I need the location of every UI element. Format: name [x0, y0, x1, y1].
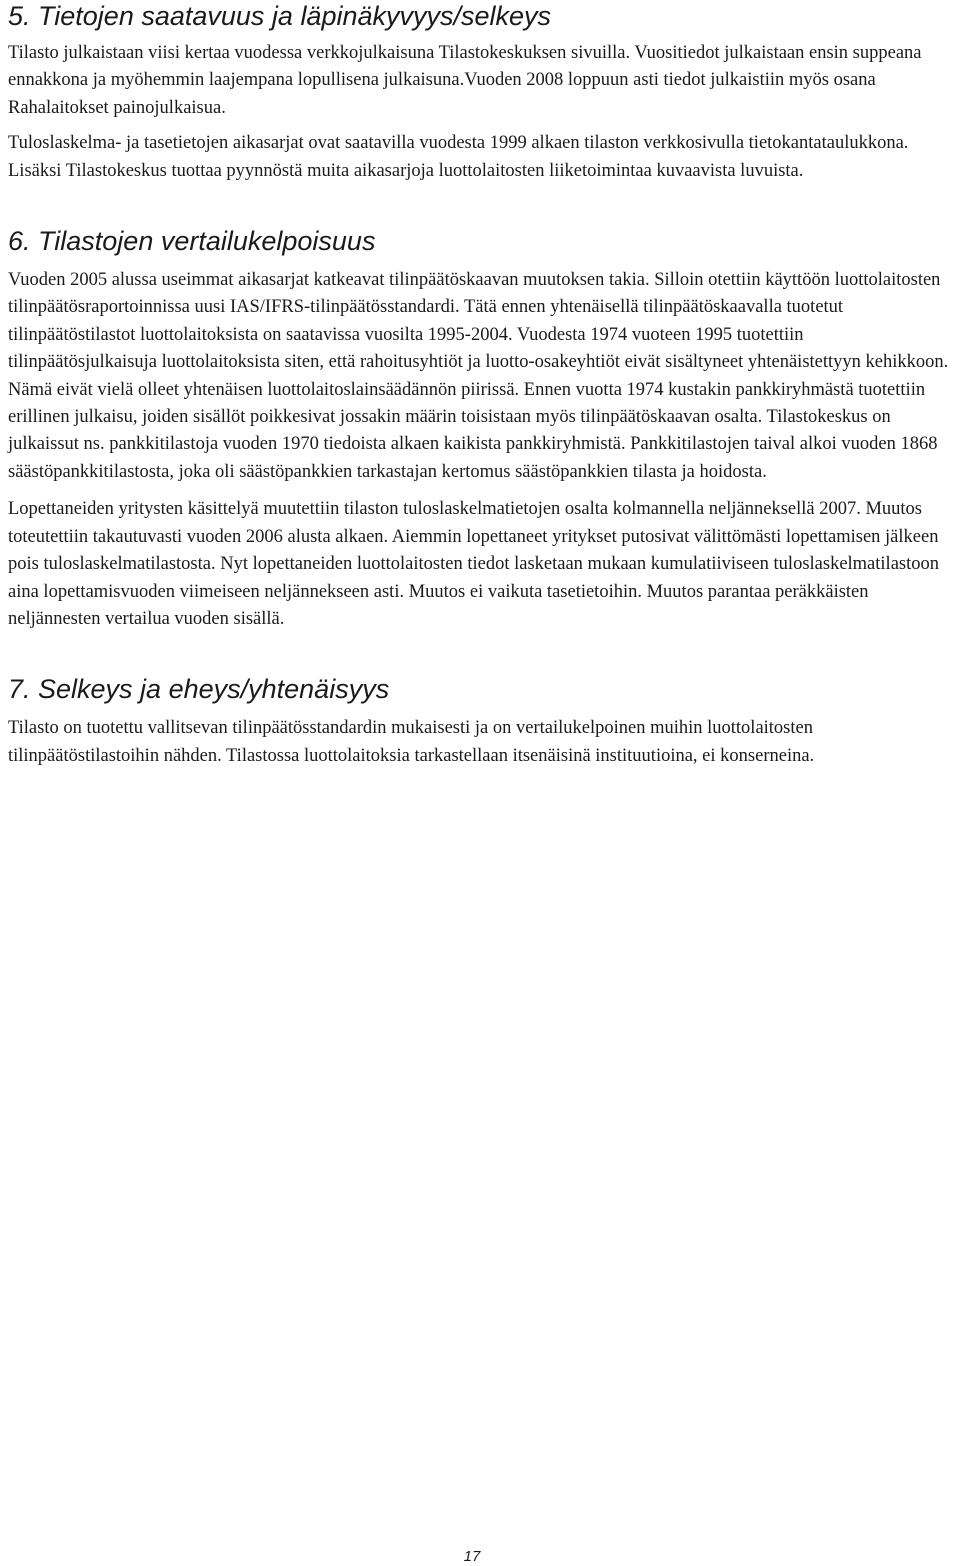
document-page: [8, 0, 956, 770]
page-number-footer: [0, 1548, 960, 1566]
section-5-paragraph-1: Tilasto julkaistaan viisi kertaa vuodessa verkkojulkaisuna Tilastokeskuksen sivuilla. Vuositiedot julkaistaan ensin suppeana ennakkona ja myöhemmin laajempana lopullisena julkaisuna.Vuoden 2008 loppuun asti tiedot julkaistiin myös osana Rahalaitokset painojulkaisua.: [8, 43, 922, 118]
page-number: 17: [463, 1548, 481, 1565]
section-5-paragraph-2: Tuloslaskelma- ja tasetietojen aikasarjat ovat saatavilla vuodesta 1999 alkaen tilaston verkkosivulla tietokantataulukkona. Lisäksi Tilastokeskus tuottaa pyynnöstä muita aikasarjoja luottolaitosten liiketoimintaa kuvaavista luvuista.: [8, 133, 909, 181]
section-7-paragraph-1: Tilasto on tuotettu vallitsevan tilinpäätösstandardin mukaisesti ja on vertailukelpoinen muihin luottolaitosten tilinpäätöstilastoihin nähden. Tilastossa luottolaitoksia tarkastellaan itsenäisinä instituutioina, ei konserneina.: [8, 718, 815, 766]
section-6-heading: 6. Tilastojen vertailukelpoisuus: [8, 226, 376, 257]
section-6-paragraph-1: Vuoden 2005 alussa useimmat aikasarjat katkeavat tilinpäätöskaavan muutoksen takia. Silloin otettiin käyttöön luottolaitosten tilinpäätösraportoinnissa uusi IAS/IFRS-tilinpäätösstandardi. Tätä ennen yhtenäisellä tilinpäätöskaavalla tuotetut tilinpäätöstilastot luottolaitoksista on saatavissa vuosilta 1995-2004. Vuodesta 1974 vuoteen 1995 tuotettiin tilinpäätösjulkaisuja luottolaitoksista siten, että rahoitusyhtiöt ja luotto-osakeyhtiöt eivät sisältyneet yhtenäistettyyn kehikkoon. Nämä eivät vielä olleet yhtenäisen luottolaitoslainsäädännön piirissä. Ennen vuotta 1974 kustakin pankkiryhmästä tuotettiin erillinen julkaisu, joiden sisällöt poikkesivat jossakin määrin toisistaan myös tilinpäätöskaavan osalta. Tilastokeskus on julkaissut ns. pankkitilastoja vuoden 1970 tiedoista alkaen kaikista pankkiryhmistä. Pankkitilastojen taival alkoi vuoden 1868 säästöpankkitilastosta, joka oli säästöpankkien tarkastajan kertomus säästöpankkien tilasta ja hoidosta.: [8, 270, 949, 482]
section-5-heading: 5. Tietojen saatavuus ja läpinäkyvyys/selkeys: [8, 1, 552, 31]
section-6-paragraph-2: Lopettaneiden yritysten käsittelyä muutettiin tilaston tuloslaskelmatietojen osalta kolmannella neljänneksellä 2007. Muutos toteutettiin takautuvasti vuoden 2006 alusta alkaen. Aiemmin lopettaneet yritykset putosivat välittömästi lopettamisen jälkeen pois tuloslaskelmatilastosta. Nyt lopettaneiden luottolaitosten tiedot lasketaan mukaan kumulatiiviseen tuloslaskelmatilastoon aina lopettamisvuoden viimeiseen neljännekseen asti. Muutos ei vaikuta tasetietoihin. Muutos parantaa peräkkäisten neljännesten vertailua vuoden sisällä.: [8, 499, 939, 629]
section-7-heading: 7. Selkeys ja eheys/yhtenäisyys: [8, 674, 390, 705]
